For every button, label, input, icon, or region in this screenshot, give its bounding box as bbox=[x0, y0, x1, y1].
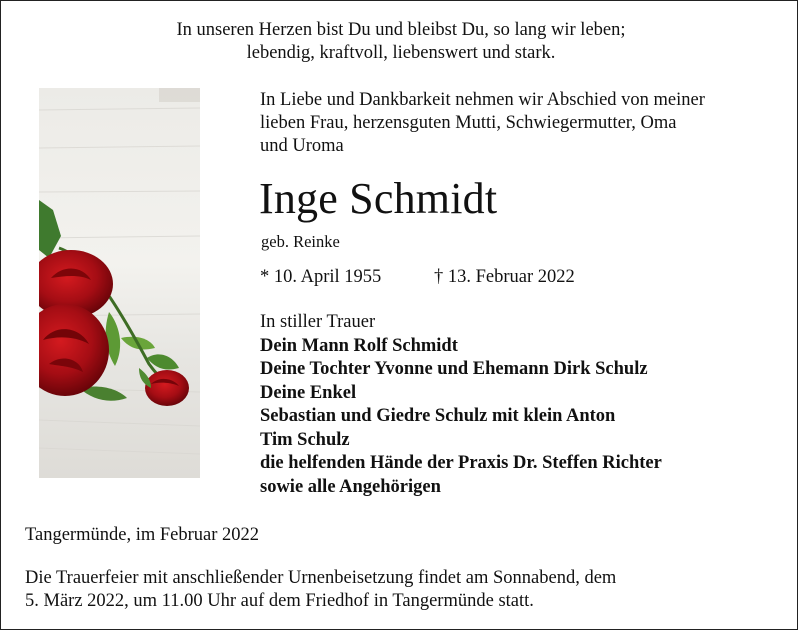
mourner-line: Tim Schulz bbox=[260, 429, 350, 450]
mourner-line: sowie alle Angehörigen bbox=[260, 476, 441, 497]
red-roses-image bbox=[39, 88, 200, 478]
intro-line: lieben Frau, herzensguten Mutti, Schwiegermutter, Oma bbox=[260, 113, 677, 133]
mourner-line: Deine Enkel bbox=[260, 382, 357, 403]
funeral-line: Die Trauerfeier mit anschließender Urnenbeisetzung findet am Sonnabend, dem bbox=[25, 568, 617, 588]
mourner-line: Deine Tochter Yvonne und Ehemann Dirk Schulz bbox=[260, 359, 648, 379]
farewell-intro bbox=[260, 89, 760, 158]
verse-line: In unseren Herzen bist Du und bleibst Du, so lang wir leben; bbox=[176, 20, 626, 40]
mourners-heading: In stiller Trauer bbox=[260, 312, 376, 332]
birth-date: * 10. April 1955 bbox=[260, 267, 382, 287]
funeral-line: 5. März 2022, um 11.00 Uhr auf dem Friedhof in Tangermünde statt. bbox=[25, 591, 534, 611]
maiden-name: geb. Reinke bbox=[261, 232, 340, 251]
intro-line: In Liebe und Dankbarkeit nehmen wir Abschied von meiner bbox=[260, 90, 705, 110]
funeral-notice bbox=[25, 567, 785, 613]
place-and-date: Tangermünde, im Februar 2022 bbox=[25, 525, 260, 545]
mourner-line: Sebastian und Giedre Schulz mit klein Anton bbox=[260, 406, 616, 426]
mourner-line: Dein Mann Rolf Schmidt bbox=[260, 335, 458, 356]
mourners-list bbox=[260, 311, 780, 499]
intro-line: und Uroma bbox=[260, 136, 344, 156]
verse-line: lebendig, kraftvoll, liebenswert und stark. bbox=[246, 43, 556, 63]
memorial-verse bbox=[1, 19, 798, 65]
deceased-name: Inge Schmidt bbox=[259, 174, 498, 223]
death-date: † 13. Februar 2022 bbox=[434, 267, 575, 287]
roses-photo bbox=[39, 88, 200, 478]
mourner-line: die helfenden Hände der Praxis Dr. Steffen Richter bbox=[260, 453, 662, 473]
